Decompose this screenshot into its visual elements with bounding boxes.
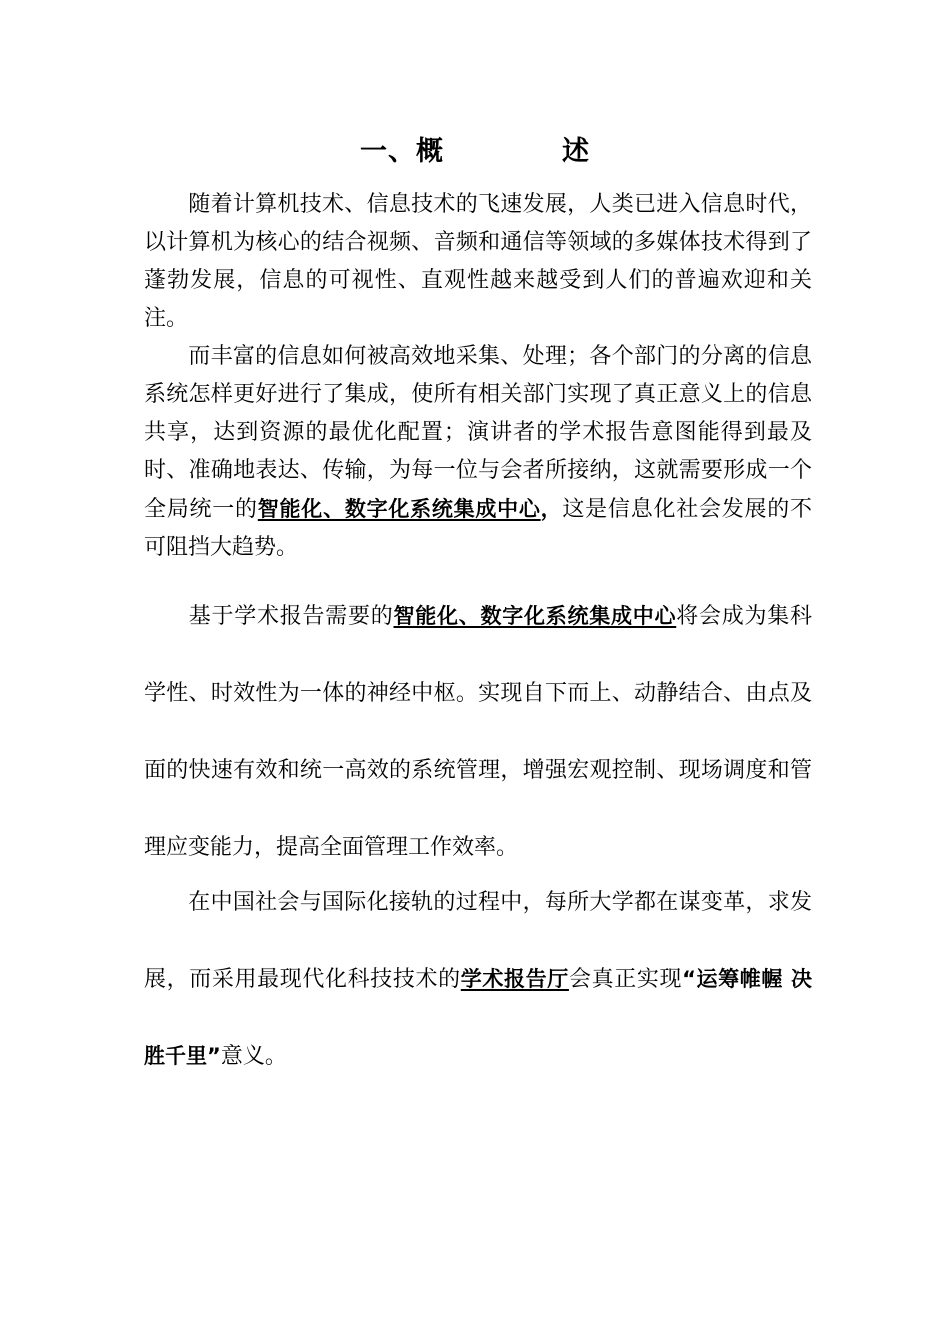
paragraph-4-after: 意义。 [220,1044,287,1069]
paragraph-2-before: 而丰富的信息如何被高效地采集、处理；各个部门的分离的信息系统怎样更好进行了集成，使所有相关部门实现了真正意义上的信息共享，达到资源的最优化配置；演讲者的学术报告意图能得到最及时、准确地表达、传输，为每一位与会者所接纳，这就需要形成一个全局统一的 [144,344,812,522]
paragraph-3-highlight: 智能化、数字化系统集成中心 [393,604,677,628]
section-title-part1: 一、概 [360,136,444,167]
paragraph-2-highlight: 智能化、数字化系统集成中心 [257,497,541,521]
paragraph-3 [144,578,812,886]
paragraph-1-text: 随着计算机技术、信息技术的飞速发展，人类已进入信息时代，以计算机为核心的结合视频、音频和通信等领域的多媒体技术得到了蓬勃发展，信息的可视性、直观性越来越受到人们的普遍欢迎和关注。 [144,192,812,331]
paragraph-3-before: 基于学术报告需要的 [188,604,394,629]
paragraph-2 [144,338,812,567]
paragraph-4 [144,864,812,1095]
paragraph-4-before: 在中国社会与国际化接轨的过程中，每所大学都在谋变革，求发展，而采用最现代化科技技术的 [144,890,812,992]
paragraph-4-emphasis: “运筹帷幄 决胜千里” [144,967,812,1068]
paragraph-4-highlight: 学术报告厅 [460,967,569,991]
paragraph-2-after: 这是信息化社会发展的不可阻挡大趋势。 [144,497,812,560]
section-title [0,132,950,172]
paragraph-2-bold-comma: ， [540,497,563,521]
section-title-part2: 述 [562,136,590,167]
paragraph-3-after: 将会成为集科学性、时效性为一体的神经中枢。实现自下而上、动静结合、由点及面的快速有效和统一高效的系统管理，增强宏观控制、现场调度和管理应变能力，提高全面管理工作效率。 [144,604,812,860]
paragraph-1 [144,186,812,338]
paragraph-4-middle: 会真正实现 [568,967,683,992]
